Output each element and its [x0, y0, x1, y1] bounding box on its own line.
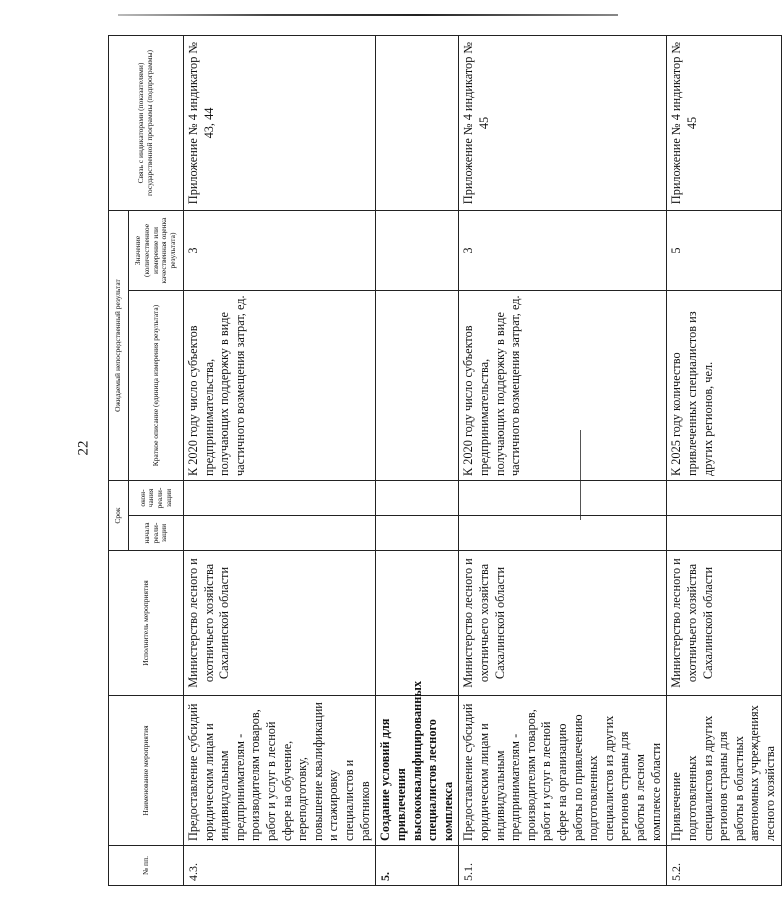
- row-executor: Министерство лесного и охотничьего хозяйства Сахалинской области: [459, 551, 667, 696]
- row-empty: [376, 36, 459, 211]
- page-number: 22: [75, 440, 92, 456]
- header-term: Срок: [109, 481, 129, 551]
- row-num: 4.3.: [184, 846, 376, 886]
- header-name: Наименование мероприятия: [109, 696, 184, 846]
- table-row: [667, 36, 782, 886]
- header-expected-value: Значение (количественное измерение или качественная оценка результата): [129, 211, 184, 291]
- row-name: Привлечение подготовленных специалистов из других регионов страны для работы в областных автономных учреждениях лесного хозяйства: [667, 696, 782, 846]
- row-name: Создание условий для привлечения высококвалифицированных специалистов лесного комплекса: [376, 696, 459, 846]
- row-executor: Министерство лесного и охотничьего хозяйства Сахалинской области: [184, 551, 376, 696]
- header-expected: Ожидаемый непосредственный результат: [109, 211, 129, 481]
- row-value: 3: [184, 211, 376, 291]
- row-end: [459, 481, 667, 516]
- scan-artifact-streak: [118, 14, 618, 16]
- row-name: Предоставление субсидий юридическим лицам и индивидуальным предпринимателям - производителям товаров, работ и услуг в лесной сфере на организацию работы по привлечению подготовленных специалистов из других регионов страны для работы в лесном комплексе области: [459, 696, 667, 846]
- row-description: К 2020 году число субъектов предпринимательства, получающих поддержку в виде частичного возмещения затрат, ед.: [459, 291, 667, 481]
- row-executor: Министерство лесного и охотничьего хозяйства Сахалинской области: [667, 551, 782, 696]
- row-link: Приложение № 4 индикатор № 45: [459, 36, 667, 211]
- header-link: Связь с индикаторами (показателями) государственной программы (подпрограммы): [109, 36, 184, 211]
- row-empty: [376, 481, 459, 516]
- row-empty: [376, 516, 459, 551]
- row-start: [184, 516, 376, 551]
- row-end: [184, 481, 376, 516]
- header-term-end: окон-чания реали-зации: [129, 481, 184, 516]
- row-link: Приложение № 4 индикатор № 45: [667, 36, 782, 211]
- header-expected-desc: Краткое описание (единица измерения результата): [129, 291, 184, 481]
- row-empty: [376, 551, 459, 696]
- table-wrapper: [108, 36, 777, 886]
- row-description: К 2025 году количество привлеченных специалистов из других регионов, чел.: [667, 291, 782, 481]
- row-start: [667, 516, 782, 551]
- row-num: 5.2.: [667, 846, 782, 886]
- events-table: [108, 35, 782, 886]
- header-term-start: начала реали-зации: [129, 516, 184, 551]
- row-end: [667, 481, 782, 516]
- table-row: [184, 36, 376, 886]
- row-empty: [376, 291, 459, 481]
- row-description: К 2020 году число субъектов предпринимательства, получающих поддержку в виде частичного возмещения затрат, ед.: [184, 291, 376, 481]
- row-num: 5.: [376, 846, 459, 886]
- table-row: [459, 36, 667, 886]
- header-num: № пп.: [109, 846, 184, 886]
- row-value: 5: [667, 211, 782, 291]
- row-start: [459, 516, 667, 551]
- row-empty: [376, 211, 459, 291]
- header-executor: Исполнитель мероприятия: [109, 551, 184, 696]
- table-row: [376, 36, 459, 886]
- row-value: 3: [459, 211, 667, 291]
- row-num: 5.1.: [459, 846, 667, 886]
- row-link: Приложение № 4 индикатор № 43, 44: [184, 36, 376, 211]
- row-name: Предоставление субсидий юридическим лицам и индивидуальным предпринимателям - производителям товаров, работ и услуг в лесной сфере на обучение, переподготовку, повышение квалификации и стажировку специалистов и работников: [184, 696, 376, 846]
